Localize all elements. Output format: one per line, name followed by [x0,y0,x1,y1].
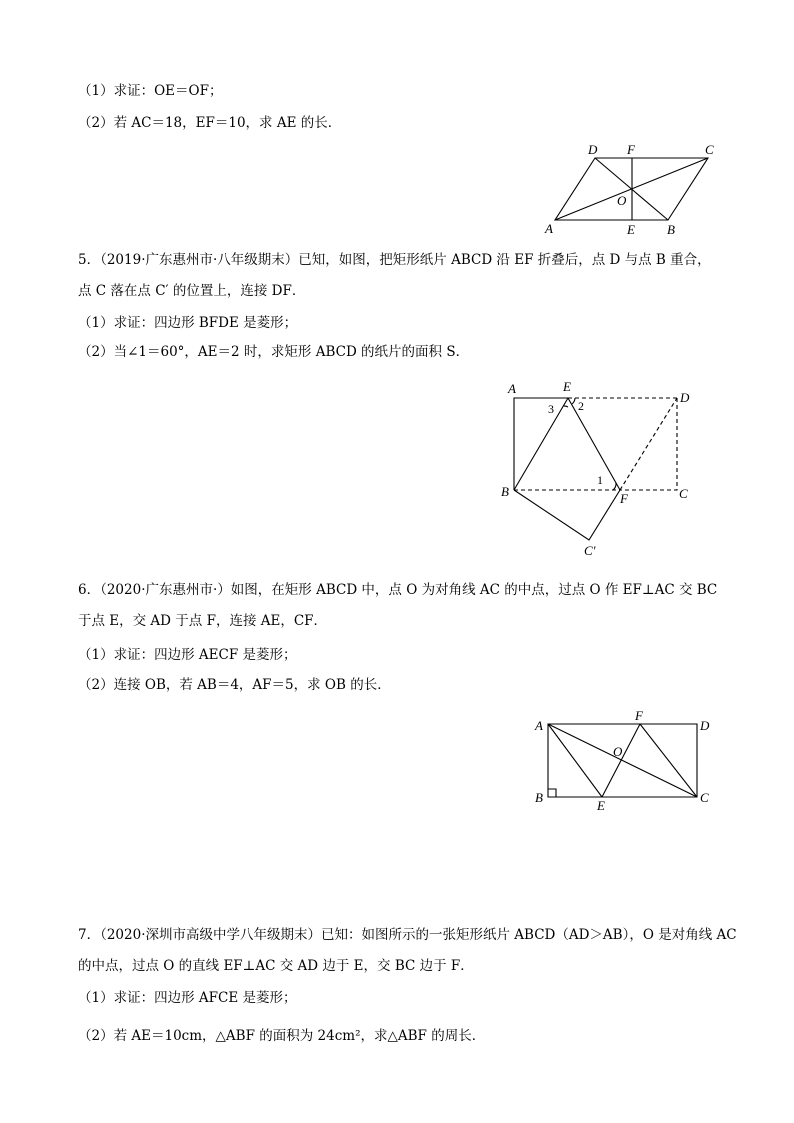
label-E: E [627,222,635,237]
label-A: A [545,221,553,236]
figure-q4-parallelogram [540,140,730,240]
label-B: B [501,484,509,499]
q5-part2: （2）当∠1＝60°，AE＝2 时，求矩形 ABCD 的纸片的面积 S． [78,344,470,360]
label-D: D [680,390,690,405]
q7-stem-line2: 的中点，过点 O 的直线 EF⊥AC 交 AD 边于 E，交 BC 边于 F． [78,958,474,974]
q7-stem-line1: 7．（2020·深圳市高级中学八年级期末）已知：如图所示的一张矩形纸片 ABCD（AD＞AB），O 是对角线 AC [78,927,737,943]
label-O: O [613,744,623,759]
q5-stem-line2: 点 C 落在点 C′ 的位置上，连接 DF． [78,283,306,299]
figure-q5-folded-rectangle [495,380,710,560]
label-C: C [705,142,714,157]
dashed-df [620,398,677,490]
segment-fc [640,724,697,797]
label-D: D [588,142,598,157]
label-C-prime: C′ [584,543,596,558]
figure-q6-rectangle-rhombus [530,708,720,818]
segment-be [514,398,568,490]
segment-ef [568,398,620,490]
q5-stem-line1: 5．（2019·广东惠州市·八年级期末）已知，如图，把矩形纸片 ABCD 沿 EF 折叠后，点 D 与点 B 重合， [78,252,711,268]
angle-label-2: 2 [578,399,584,413]
label-F: F [620,491,628,506]
label-E: E [563,379,571,394]
q6-stem-line2: 于点 E，交 AD 于点 F，连接 AE，CF． [78,613,328,629]
label-B: B [667,222,675,237]
label-A: A [535,718,543,733]
folded-part [514,490,620,540]
q6-stem-line1: 6．（2020·广东惠州市·）如图，在矩形 ABCD 中，点 O 为对角线 AC 的中点，过点 O 作 EF⊥AC 交 BC [78,582,718,598]
q5-part1: （1）求证：四边形 BFDE 是菱形； [78,315,298,331]
segment-ef [602,724,640,797]
label-F: F [627,142,635,157]
right-angle-b [548,789,556,797]
label-C: C [679,486,688,501]
angle-mark-3 [563,406,568,407]
q4-part1: （1）求证：OE＝OF； [78,83,223,99]
label-B: B [535,790,543,805]
angle-label-1: 1 [597,473,603,487]
angle-label-3: 3 [548,402,554,416]
label-F: F [635,708,643,723]
segment-ae [548,724,602,797]
label-E: E [597,798,605,813]
angle-mark-1 [613,483,616,490]
q6-part2: （2）连接 OB，若 AB＝4，AF＝5，求 OB 的长． [78,677,391,693]
angle-mark-2 [572,398,575,404]
label-A: A [508,381,516,396]
q4-part2: （2）若 AC＝18，EF＝10，求 AE 的长． [78,115,342,131]
q7-part2: （2）若 AE＝10cm，△ABF 的面积为 24cm²，求△ABF 的周长． [78,1028,486,1044]
label-D: D [700,718,710,733]
diagonal-ac [548,724,697,797]
q6-part1: （1）求证：四边形 AECF 是菱形； [78,647,297,663]
label-C: C [700,790,709,805]
label-O: O [617,193,627,208]
q7-part1: （1）求证：四边形 AFCE 是菱形； [78,990,297,1006]
